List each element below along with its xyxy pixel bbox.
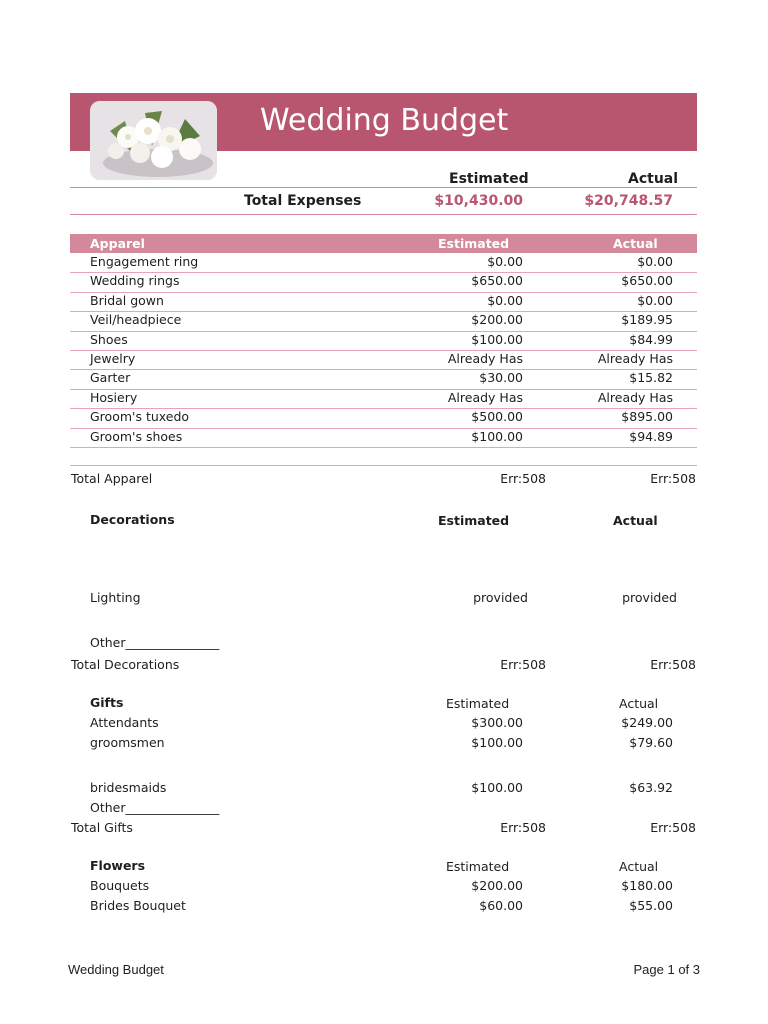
row-estimated: $100.00 [471,428,523,444]
total-apparel-label: Total Apparel [71,471,153,486]
total-gifts-label: Total Gifts [71,820,133,835]
total-gifts-estimated: Err:508 [500,820,546,835]
decorations-other-label: Other_______________ [90,635,220,650]
total-expenses-actual: $20,748.57 [584,193,673,209]
total-expenses-estimated: $10,430.00 [434,193,523,209]
table-row [70,350,697,370]
row-estimated: $650.00 [471,273,523,289]
total-expenses-label: Total Expenses [244,193,362,209]
attendants-actual: $249.00 [621,715,673,730]
table-row [70,428,697,448]
table-row [70,369,697,389]
total-decorations-actual: Err:508 [650,657,696,672]
divider [70,465,697,466]
bouquets-label: Bouquets [90,878,150,893]
bouquet-icon [90,101,217,180]
bridesmaids-label: bridesmaids [90,780,167,795]
groomsmen-estimated: $100.00 [471,735,523,750]
apparel-title: Apparel [90,236,145,251]
row-estimated: Already Has [447,351,523,366]
apparel-actual-header: Actual [613,236,658,251]
gifts-other-label: Other_______________ [90,800,220,815]
row-label: Shoes [90,331,128,347]
footer-title: Wedding Budget [68,962,164,977]
row-label: Wedding rings [90,273,180,289]
row-label: Jewelry [90,351,136,366]
row-actual: Already Has [597,351,673,366]
gifts-title: Gifts [90,695,124,710]
lighting-estimated: provided [473,590,528,605]
bridesmaids-estimated: $100.00 [471,780,523,795]
table-row [70,408,697,428]
flowers-title: Flowers [90,858,146,873]
row-actual: $189.95 [621,312,673,328]
row-label: Groom's shoes [90,428,183,444]
total-gifts-actual: Err:508 [650,820,696,835]
table-row [70,292,697,312]
row-actual: $84.99 [629,331,673,347]
gifts-actual-header: Actual [619,696,659,711]
table-row [70,311,697,331]
gifts-estimated-header: Estimated [446,696,510,711]
total-decorations-label: Total Decorations [71,657,180,672]
row-actual: $0.00 [637,254,673,269]
bridesmaids-actual: $63.92 [629,780,673,795]
row-estimated: $0.00 [487,254,523,269]
row-label: Hosiery [90,389,138,405]
flowers-estimated-header: Estimated [446,859,510,874]
brides-bouquet-actual: $55.00 [629,898,673,913]
row-actual: $15.82 [629,370,673,386]
divider [70,214,697,215]
row-actual: $0.00 [637,292,673,308]
row-label: Groom's tuxedo [90,409,190,425]
divider [70,187,697,188]
row-estimated: $500.00 [471,409,523,425]
row-estimated: $200.00 [471,312,523,328]
table-row [70,272,697,292]
table-row [70,389,697,409]
table-row [70,331,697,351]
row-estimated: $100.00 [471,331,523,347]
row-label: Veil/headpiece [90,312,182,328]
row-label: Garter [90,370,131,386]
bouquets-estimated: $200.00 [471,878,523,893]
lighting-label: Lighting [90,590,141,605]
groomsmen-label: groomsmen [90,735,165,750]
table-row [70,253,697,273]
total-apparel-actual: Err:508 [650,471,696,486]
decorations-title: Decorations [90,512,175,527]
brides-bouquet-label: Brides Bouquet [90,898,186,913]
total-apparel-estimated: Err:508 [500,471,546,486]
estimated-header: Estimated [449,171,529,187]
row-estimated: $0.00 [487,292,523,308]
decorations-estimated-header: Estimated [438,513,510,528]
page-title: Wedding Budget [260,103,509,138]
row-estimated: $30.00 [479,370,523,386]
attendants-label: Attendants [90,715,159,730]
bouquet-image [90,101,217,180]
groomsmen-actual: $79.60 [629,735,673,750]
flowers-actual-header: Actual [619,859,659,874]
apparel-header-row [70,234,697,253]
lighting-actual: provided [622,590,677,605]
row-actual: $650.00 [621,273,673,289]
row-actual: Already Has [597,389,673,405]
attendants-estimated: $300.00 [471,715,523,730]
row-actual: $895.00 [621,409,673,425]
apparel-estimated-header: Estimated [438,236,510,251]
brides-bouquet-estimated: $60.00 [479,898,523,913]
total-decorations-estimated: Err:508 [500,657,546,672]
row-label: Engagement ring [90,254,199,269]
bouquets-actual: $180.00 [621,878,673,893]
row-estimated: Already Has [447,389,523,405]
row-label: Bridal gown [90,292,164,308]
actual-header: Actual [628,171,679,187]
decorations-actual-header: Actual [613,513,658,528]
row-actual: $94.89 [629,428,673,444]
footer-page-number: Page 1 of 3 [633,962,700,977]
